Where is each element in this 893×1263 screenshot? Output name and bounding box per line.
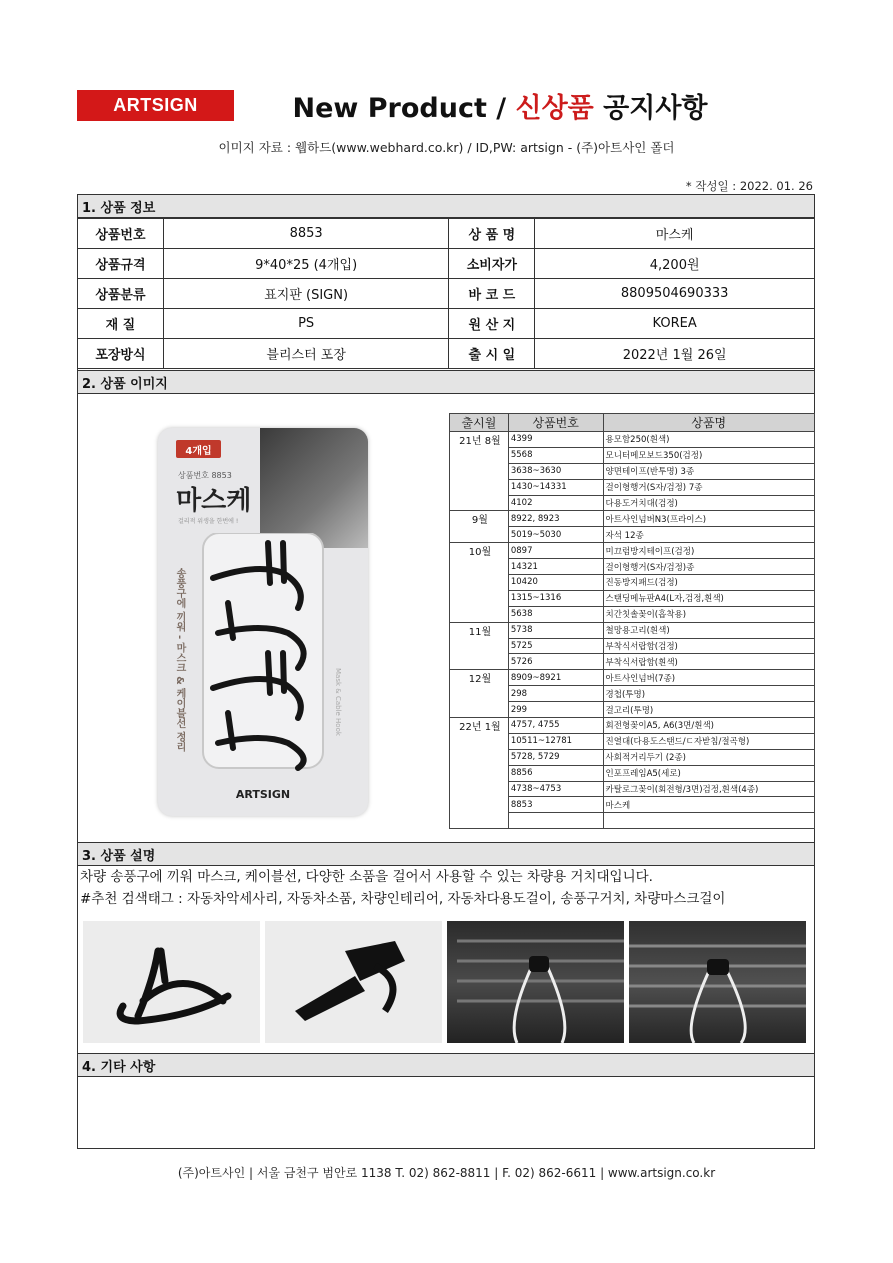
section-product-info: 1. 상품 정보 bbox=[77, 194, 815, 218]
list-name: 인포프레임A5(세로) bbox=[603, 765, 814, 781]
description-line: 차량 송풍구에 끼워 마스크, 케이블선, 다양한 소품을 걸어서 사용할 수 있는 차량용 거치대입니다. bbox=[80, 869, 653, 885]
info-value: 표지판 (SIGN) bbox=[163, 279, 449, 309]
list-month bbox=[450, 590, 509, 606]
list-name bbox=[603, 813, 814, 829]
list-code: 299 bbox=[508, 702, 603, 718]
list-code: 4757, 4755 bbox=[508, 718, 603, 734]
info-label: 포장방식 bbox=[78, 339, 164, 369]
list-row bbox=[450, 654, 815, 670]
list-header-name: 상품명 bbox=[603, 414, 814, 432]
info-value: 블리스터 포장 bbox=[163, 339, 449, 369]
list-name: 부착식서랍함(흰색) bbox=[603, 654, 814, 670]
product-photo-car-vent-1 bbox=[447, 921, 624, 1043]
list-name: 모니터메모보드350(검정) bbox=[603, 447, 814, 463]
list-month bbox=[450, 463, 509, 479]
list-code: 14321 bbox=[508, 559, 603, 575]
info-row bbox=[78, 219, 815, 249]
list-code: 1315~1316 bbox=[508, 590, 603, 606]
list-row bbox=[450, 718, 815, 734]
list-row bbox=[450, 559, 815, 575]
list-name: 아트사인넘버(7종) bbox=[603, 670, 814, 686]
list-name: 걸이형행거(S자/검정)종 bbox=[603, 559, 814, 575]
list-row bbox=[450, 590, 815, 606]
list-month bbox=[450, 765, 509, 781]
section-product-description: 3. 상품 설명 bbox=[77, 842, 815, 866]
info-label: 상품규격 bbox=[78, 249, 164, 279]
info-label: 출 시 일 bbox=[449, 339, 535, 369]
list-code: 5725 bbox=[508, 638, 603, 654]
info-value: 마스케 bbox=[535, 219, 815, 249]
list-code: 5738 bbox=[508, 622, 603, 638]
list-row bbox=[450, 527, 815, 543]
info-label: 상 품 명 bbox=[449, 219, 535, 249]
search-tags-line: #추천 검색태그 : 자동차악세사리, 자동차소품, 차량인테리어, 자동차다용도걸이, 송풍구거치, 차량마스크걸이 bbox=[80, 891, 726, 907]
list-row bbox=[450, 622, 815, 638]
list-name: 다용도거치대(검정) bbox=[603, 495, 814, 511]
list-code: 0897 bbox=[508, 543, 603, 559]
image-source-note: 이미지 자료 : 웹하드(www.webhard.co.kr) / ID,PW: artsign - (주)아트사인 폴더 bbox=[218, 140, 675, 155]
info-label: 바 코 드 bbox=[449, 279, 535, 309]
list-name: 양면테이프(반투명) 3종 bbox=[603, 463, 814, 479]
list-name: 회전형꽂이A5, A6(3면/흰색) bbox=[603, 718, 814, 734]
list-code: 8856 bbox=[508, 765, 603, 781]
list-code: 10511~12781 bbox=[508, 733, 603, 749]
product-photo-side bbox=[83, 921, 260, 1043]
list-row bbox=[450, 781, 815, 797]
package-name: 마스케 bbox=[176, 486, 252, 516]
info-row bbox=[78, 309, 815, 339]
list-name: 부착식서랍함(검정) bbox=[603, 638, 814, 654]
list-row bbox=[450, 479, 815, 495]
list-name: 미끄럼방지테이프(검정) bbox=[603, 543, 814, 559]
list-name: 카탈로그꽂이(회전형/3면)검정,흰색(4종) bbox=[603, 781, 814, 797]
list-month bbox=[450, 654, 509, 670]
list-code bbox=[508, 813, 603, 829]
info-value: 4,200원 bbox=[535, 249, 815, 279]
list-row bbox=[450, 606, 815, 622]
info-row bbox=[78, 249, 815, 279]
info-value: 9*40*25 (4개입) bbox=[163, 249, 449, 279]
product-description bbox=[80, 866, 725, 910]
list-row bbox=[450, 432, 815, 448]
list-code: 8909~8921 bbox=[508, 670, 603, 686]
info-label: 상품번호 bbox=[78, 219, 164, 249]
list-month bbox=[450, 606, 509, 622]
info-label: 원 산 지 bbox=[449, 309, 535, 339]
info-label: 상품분류 bbox=[78, 279, 164, 309]
list-name: 철망용고리(흰색) bbox=[603, 622, 814, 638]
list-month: 12월 bbox=[450, 670, 509, 686]
list-month: 22년 1월 bbox=[450, 718, 509, 734]
list-name: 스탠딩메뉴판A4(L자,검정,흰색) bbox=[603, 590, 814, 606]
artsign-logo: ARTSIGN bbox=[77, 90, 234, 121]
section-other-notes: 4. 기타 사항 bbox=[77, 1053, 815, 1077]
package-english-text: Mask & Cable Hook bbox=[334, 668, 342, 736]
list-row bbox=[450, 765, 815, 781]
list-month: 9월 bbox=[450, 511, 509, 527]
list-code: 4738~4753 bbox=[508, 781, 603, 797]
product-package-image bbox=[158, 428, 368, 816]
package-brand: ARTSIGN bbox=[235, 788, 291, 801]
info-value: 2022년 1월 26일 bbox=[535, 339, 815, 369]
list-name: 아트사인넘버N3(프라이스) bbox=[603, 511, 814, 527]
list-name: 진동방지패드(검정) bbox=[603, 575, 814, 591]
list-name: 치간칫솔꽂이(흡착용) bbox=[603, 606, 814, 622]
list-header-code: 상품번호 bbox=[508, 414, 603, 432]
list-name: 용모함250(흰색) bbox=[603, 432, 814, 448]
list-row bbox=[450, 670, 815, 686]
list-code: 5019~5030 bbox=[508, 527, 603, 543]
list-row bbox=[450, 495, 815, 511]
info-value: 8809504690333 bbox=[535, 279, 815, 309]
product-info-table bbox=[77, 218, 815, 369]
list-name: 자석 12종 bbox=[603, 527, 814, 543]
list-month bbox=[450, 575, 509, 591]
list-month bbox=[450, 479, 509, 495]
list-month bbox=[450, 733, 509, 749]
list-code: 5726 bbox=[508, 654, 603, 670]
list-name: 마스케 bbox=[603, 797, 814, 813]
info-label: 소비자가 bbox=[449, 249, 535, 279]
list-month bbox=[450, 813, 509, 829]
written-date: * 작성일 : 2022. 01. 26 bbox=[685, 179, 813, 193]
list-code: 10420 bbox=[508, 575, 603, 591]
list-month: 11월 bbox=[450, 622, 509, 638]
list-row bbox=[450, 463, 815, 479]
list-month bbox=[450, 781, 509, 797]
package-car-photo bbox=[260, 428, 368, 548]
list-code: 5728, 5729 bbox=[508, 749, 603, 765]
list-row bbox=[450, 733, 815, 749]
list-row bbox=[450, 749, 815, 765]
info-label: 재 질 bbox=[78, 309, 164, 339]
page-title: New Product / 신상품 공지사항 bbox=[292, 93, 708, 124]
list-month bbox=[450, 686, 509, 702]
list-code: 8922, 8923 bbox=[508, 511, 603, 527]
product-photo-angle bbox=[265, 921, 442, 1043]
list-row bbox=[450, 702, 815, 718]
list-code: 5638 bbox=[508, 606, 603, 622]
list-month bbox=[450, 495, 509, 511]
list-row bbox=[450, 511, 815, 527]
info-value: 8853 bbox=[163, 219, 449, 249]
list-name: 진열대(다용도스탠드/ㄷ자받침/절곡형) bbox=[603, 733, 814, 749]
list-name: 걸이형행거(S자/검정) 7종 bbox=[603, 479, 814, 495]
list-month bbox=[450, 797, 509, 813]
list-month: 21년 8월 bbox=[450, 432, 509, 448]
list-code: 1430~14331 bbox=[508, 479, 603, 495]
list-code: 3638~3630 bbox=[508, 463, 603, 479]
package-code: 상품번호 8853 bbox=[178, 471, 232, 480]
package-badge: 4개입 bbox=[176, 440, 221, 458]
product-photo-car-vent-2 bbox=[629, 921, 806, 1043]
list-code: 8853 bbox=[508, 797, 603, 813]
list-code: 4102 bbox=[508, 495, 603, 511]
list-row bbox=[450, 447, 815, 463]
list-row bbox=[450, 575, 815, 591]
list-name: 걸고리(투명) bbox=[603, 702, 814, 718]
section-product-image: 2. 상품 이미지 bbox=[77, 370, 815, 394]
package-tagline: 걸리적 위생을 한번에 ! bbox=[178, 518, 239, 525]
new-product-list-table bbox=[449, 413, 815, 829]
list-row bbox=[450, 686, 815, 702]
info-value: PS bbox=[163, 309, 449, 339]
info-value: KOREA bbox=[535, 309, 815, 339]
info-row bbox=[78, 339, 815, 369]
list-code: 5568 bbox=[508, 447, 603, 463]
list-month bbox=[450, 447, 509, 463]
list-month bbox=[450, 749, 509, 765]
list-row bbox=[450, 638, 815, 654]
package-hooks-illustration bbox=[198, 533, 328, 773]
list-row bbox=[450, 813, 815, 829]
list-month bbox=[450, 702, 509, 718]
list-code: 298 bbox=[508, 686, 603, 702]
list-name: 경첩(투명) bbox=[603, 686, 814, 702]
company-footer: (주)아트사인 | 서울 금천구 범안로 1138 T. 02) 862-8811 | F. 02) 862-6611 | www.artsign.co.kr bbox=[177, 1166, 716, 1180]
package-vertical-text: 송풍구에 끼워 - 마스크 & 케이블선 정리 bbox=[174, 568, 185, 752]
list-month bbox=[450, 559, 509, 575]
list-header-month: 출시월 bbox=[450, 414, 509, 432]
list-code: 4399 bbox=[508, 432, 603, 448]
list-row bbox=[450, 543, 815, 559]
info-row bbox=[78, 279, 815, 309]
list-name: 사회적거리두기 (2종) bbox=[603, 749, 814, 765]
list-month: 10월 bbox=[450, 543, 509, 559]
list-month bbox=[450, 638, 509, 654]
list-row bbox=[450, 797, 815, 813]
list-month bbox=[450, 527, 509, 543]
